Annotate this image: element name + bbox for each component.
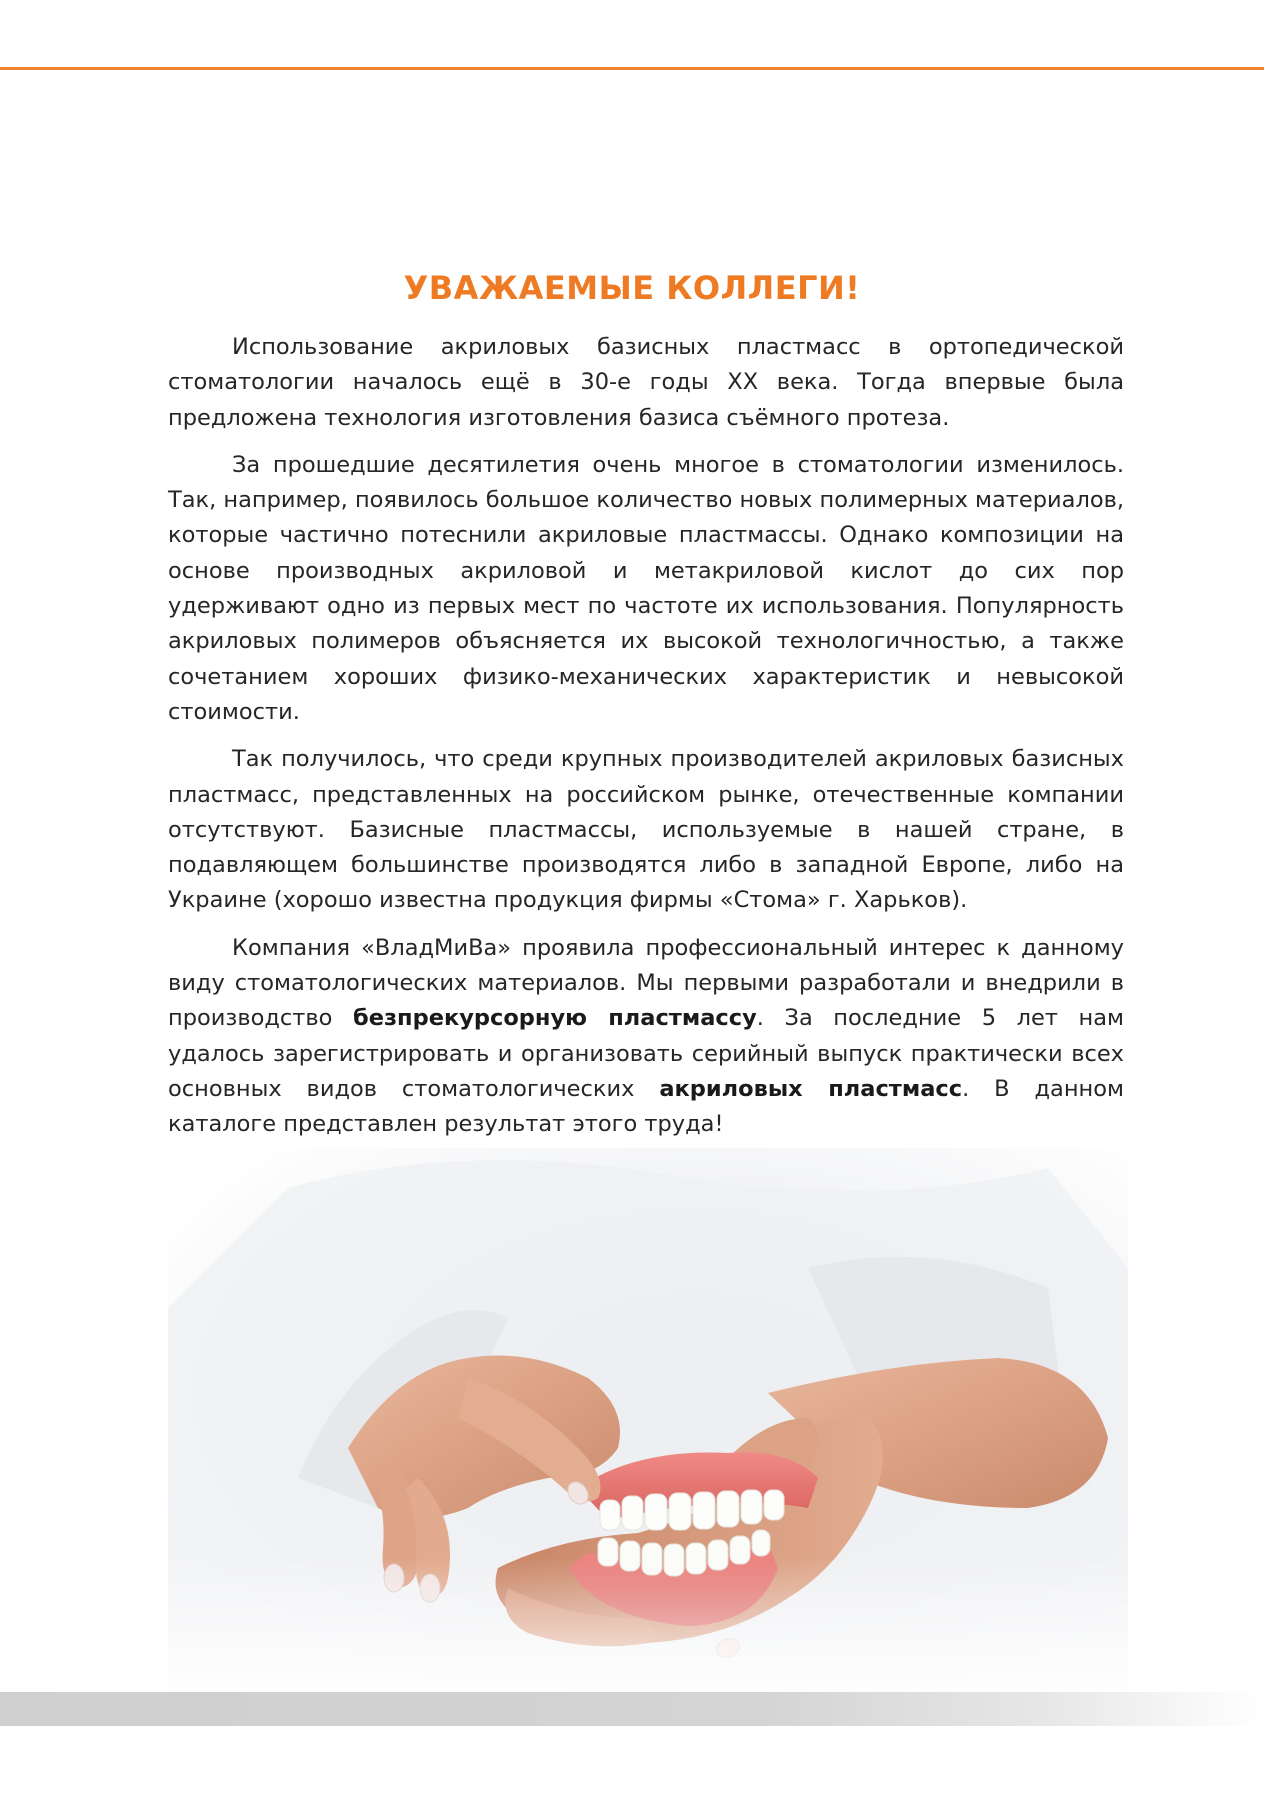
paragraph-3-text: Так получилось, что среди крупных производителей акриловых базисных пластмасс, представленных на российском рынке, отечественные компании отсутствуют. Базисные пластмассы, используемые в нашей стране, в подавляющем большинстве производятся либо в западной Европе, либо на Украине (хорошо известна продукция фирмы «Стома» г. Харьков). — [168, 746, 1124, 914]
paragraph-3 — [168, 742, 1124, 918]
top-orange-rule — [0, 67, 1264, 70]
paragraph-4 — [168, 931, 1124, 1143]
bottom-grey-band — [0, 1692, 1264, 1726]
highlight-precursor-free-plastic: безпрекурсорную пластмассу — [353, 1005, 757, 1032]
highlight-acrylic-plastics: акриловых пластмасс — [659, 1075, 963, 1102]
paragraph-4-text-c: . В данном каталоге представлен результат этого труда! — [168, 1075, 1124, 1138]
paragraph-2 — [168, 448, 1124, 730]
paragraph-2-text: За прошедшие десятилетия очень многое в стоматологии изменилось. Так, например, появилось большое количество новых полимерных материалов, которые частично потеснили акриловые пластмассы. Однако композиции на основе производных акриловой и метакриловой кислот до сих пор удерживают одно из первых мест по частоте их использования. Популярность акриловых полимеров объясняется их высокой технологичностью, а также сочетанием хороших физико-механических характеристик и невысокой стоимости. — [168, 451, 1125, 725]
intro-text — [168, 330, 1124, 1155]
page-heading: УВАЖАЕМЫЕ КОЛЛЕГИ! — [403, 269, 861, 308]
paragraph-1-text: Использование акриловых базисных пластмасс в ортопедической стоматологии началось ещё в 30-е годы XX века. Тогда впервые была предложена технология изготовления базиса съёмного протеза. — [168, 334, 1124, 431]
paragraph-1 — [168, 330, 1124, 436]
paragraph-4-text-b: . За последние 5 лет нам удалось зарегистрировать и организовать серийный выпуск практически всех основных видов стоматологических — [168, 1005, 1124, 1102]
hands-holding-denture-photo — [168, 1148, 1128, 1693]
paragraph-4-text-a: Компания «ВладМиВа» проявила профессиональный интерес к данному виду стоматологических материалов. Мы первыми разработали и внедрили в производство — [168, 934, 1124, 1032]
